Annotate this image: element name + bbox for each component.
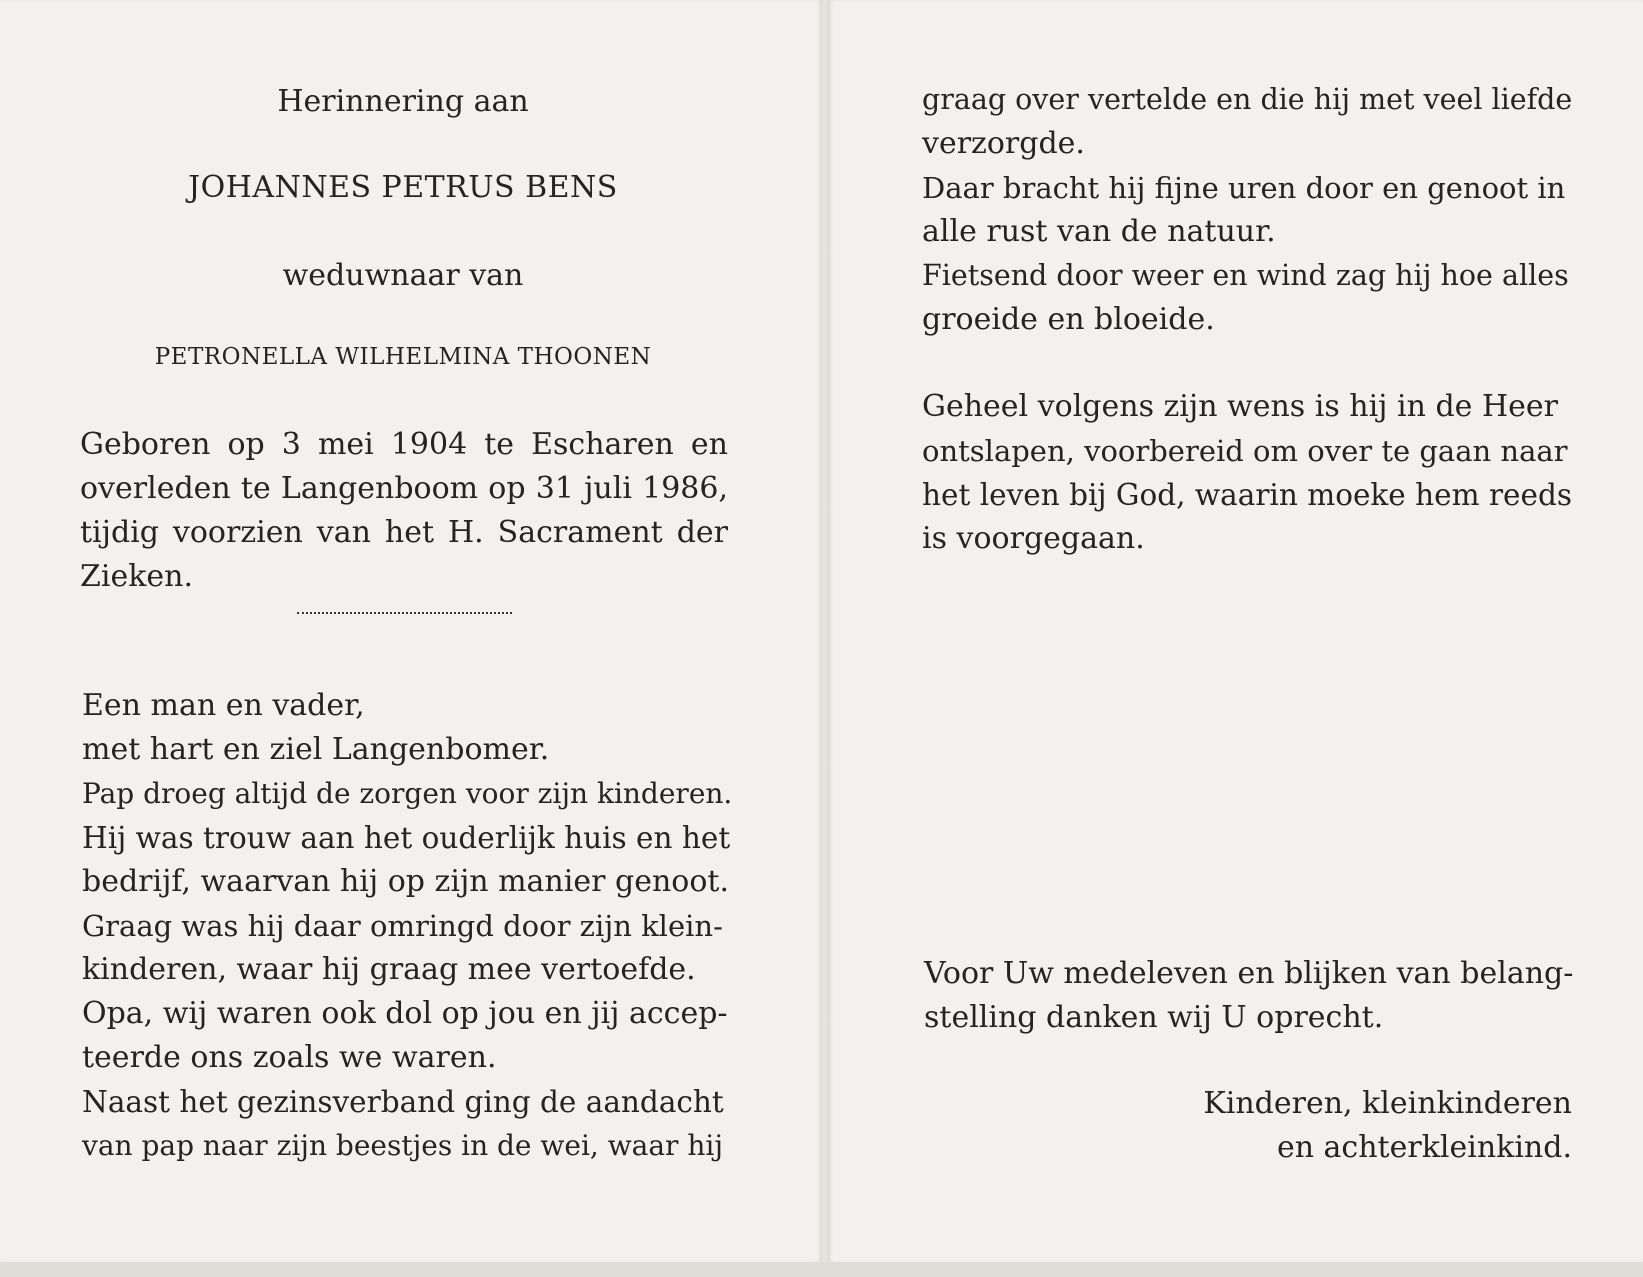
- relation: weduwnaar van: [282, 258, 524, 293]
- card-bottom-edge: [0, 1262, 1643, 1277]
- poem-line: teerde ons zoals we waren.: [82, 1040, 497, 1075]
- continuation-line: groeide en bloeide.: [922, 302, 1215, 337]
- thanks-paragraph: [924, 952, 1574, 1040]
- continuation-line: Fietsend door weer en wind zag hij hoe alles: [922, 259, 1569, 292]
- signature-line: en achterkleinkind.: [1276, 1130, 1572, 1165]
- poem-line: bedrijf, waarvan hij op zijn manier genoot.: [82, 864, 729, 899]
- faith-paragraph: [922, 385, 1572, 561]
- thanks-line: Voor Uw medeleven en blijken van belang-: [924, 956, 1574, 991]
- poem-line: Pap droeg altijd de zorgen voor zijn kinderen.: [82, 777, 733, 810]
- faith-line: het leven bij God, waarin moeke hem reeds: [922, 478, 1572, 512]
- poem-line: Naast het gezinsverband ging de aandacht: [82, 1085, 724, 1119]
- continuation-paragraph: [922, 78, 1572, 342]
- birth-line: tijdig voorzien van het H. Sacrament der: [80, 515, 728, 550]
- dotted-separator: [297, 612, 512, 614]
- card-fold: [820, 0, 830, 1262]
- poem-line: kinderen, waar hij graag mee vertoefde.: [82, 952, 696, 987]
- poem-line: Hij was trouw aan het ouderlijk huis en het: [82, 821, 731, 855]
- continuation-line: alle rust van de natuur.: [922, 214, 1276, 249]
- faith-line: ontslapen, voorbereid om over te gaan naar: [922, 434, 1568, 468]
- poem-line: met hart en ziel Langenbomer.: [82, 732, 550, 767]
- birth-line: overleden te Langenboom op 31 juli 1986,: [80, 471, 728, 506]
- thanks-line: stelling danken wij U oprecht.: [924, 1000, 1384, 1035]
- signature-line: Kinderen, kleinkinderen: [1203, 1086, 1572, 1121]
- faith-line: is voorgegaan.: [922, 521, 1145, 556]
- signature-block: [1080, 1082, 1572, 1170]
- spouse-name: PETRONELLA WILHELMINA THOONEN: [154, 344, 652, 370]
- poem-line: Een man en vader,: [82, 688, 365, 723]
- birth-line: Geboren op 3 mei 1904 te Escharen en: [80, 427, 728, 462]
- continuation-line: Daar bracht hij fijne uren door en genoot in: [922, 171, 1566, 205]
- continuation-line: graag over vertelde en die hij met veel liefde: [922, 83, 1573, 116]
- poem-line: van pap naar zijn beestjes in de wei, waar hij: [82, 1129, 724, 1162]
- birth-line: Zieken.: [80, 559, 193, 594]
- faith-line: Geheel volgens zijn wens is hij in de Heer: [922, 389, 1558, 424]
- poem-line: Graag was hij daar omringd door zijn klein-: [82, 909, 723, 943]
- poem-paragraph: [82, 684, 732, 1168]
- poem-line: Opa, wij waren ook dol op jou en jij accep-: [82, 996, 728, 1031]
- continuation-line: verzorgde.: [922, 126, 1085, 161]
- birth-death-paragraph: [80, 423, 728, 599]
- heading: Herinnering aan: [277, 84, 529, 119]
- deceased-name: JOHANNES PETRUS BENS: [188, 170, 618, 205]
